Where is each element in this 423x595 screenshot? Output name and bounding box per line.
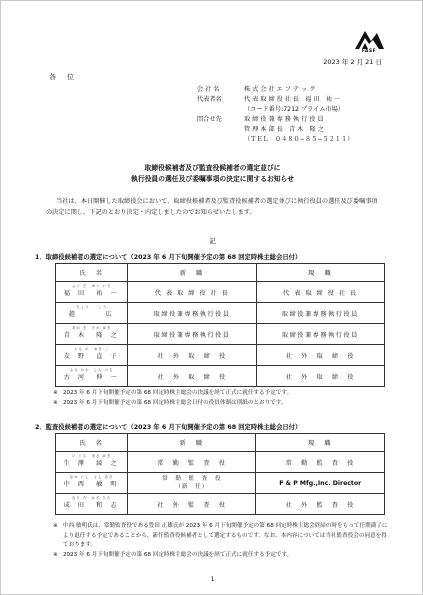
table-row	[56, 494, 385, 515]
company-info-label	[197, 105, 244, 115]
current-position-cell	[256, 345, 384, 366]
candidate-name-cell	[56, 494, 128, 515]
new-position-cell	[128, 473, 256, 494]
company-info	[197, 85, 353, 145]
header-current-position: 現 職	[256, 434, 385, 452]
company-info-row	[197, 105, 353, 115]
company-info-label: 問合せ先	[197, 116, 222, 123]
candidate-name-cell	[56, 324, 128, 345]
current-position-cell	[256, 494, 385, 515]
header-new-position: 新 職	[128, 434, 256, 452]
note-text: 2023 年 6 月下旬開催予定の第 68 回定時株主総会日付の役員体制は別紙のとおりです。	[63, 399, 287, 406]
header-name: 氏 名	[56, 264, 128, 282]
new-position-cell	[128, 282, 256, 303]
current-position: 社 外 取 締 役	[285, 352, 355, 360]
note-item	[53, 551, 388, 561]
company-info-label: 会 社 名	[197, 86, 220, 93]
body-paragraph: 当社は、本日開催した取締役会において、取締役候補者及び監査役候補者の選定並びに執行役員の選任及び委嘱事項の決定に関し、下記のとおり決定・内定しましたのでお知らせいたします。	[46, 198, 378, 216]
table-row	[56, 324, 385, 345]
new-position-cell	[128, 366, 256, 387]
candidate-name-cell	[56, 452, 128, 473]
company-info-row	[197, 95, 353, 105]
company-info-label: 代表者名	[197, 96, 222, 103]
current-position: 常 勤 監 査 役	[285, 459, 355, 467]
table-row	[56, 452, 385, 473]
new-position-cell	[128, 303, 256, 324]
company-info-row	[197, 135, 353, 145]
name-furigana: ふる かわ しん いち	[69, 368, 114, 372]
candidate-name: 生 澤 綾 之	[63, 459, 120, 467]
current-position: 取締役兼専務執行役員	[281, 331, 359, 339]
document-date: 2023 年 2 月 21 日	[323, 58, 382, 66]
new-position: 社 外 取 締 役	[157, 373, 227, 381]
company-info-value: （コード番号:7212 プライム市場）	[244, 106, 345, 113]
note-item	[53, 399, 388, 409]
title-line: 取締役候補者及び監査役候補者の選定並びに	[144, 164, 281, 172]
company-info-value: 管 理 本 部 長 青 木 隆 之	[244, 126, 324, 133]
new-position-cell	[128, 494, 256, 515]
note-text: 2023 年 6 月下旬開催予定の第 68 回定時株主総会の決議を経て正式に就任する予定です。	[63, 551, 293, 558]
company-info-value: 代 表 取 締 役 社 長 福 田 祐 一	[244, 96, 341, 103]
note-item	[53, 522, 388, 551]
new-position: 代 表 取 締 役 社 長	[154, 289, 230, 297]
company-info-label	[197, 135, 244, 145]
current-position-cell	[256, 324, 384, 345]
ki-marker: 記	[209, 237, 216, 245]
current-position-cell	[256, 452, 385, 473]
current-position: F & P Mfg.,Inc. Director	[279, 479, 362, 487]
section2-notes	[53, 522, 388, 560]
new-position: 常 勤 監 査 役	[157, 459, 227, 467]
new-position: 社 外 監 査 役	[157, 501, 227, 509]
current-position: 社 外 取 締 役	[285, 373, 355, 381]
name-furigana: ふく だ ゆう いち	[72, 284, 112, 288]
table-row	[56, 366, 385, 387]
company-info-row	[197, 85, 353, 95]
company-info-label	[197, 125, 244, 135]
company-info-value: 株 式 会 社 エ フ テ ッ ク	[244, 86, 316, 93]
new-position: 社 外 取 締 役	[157, 352, 227, 360]
new-position: 取締役兼専務執行役員	[153, 310, 231, 318]
page-number: 1	[210, 576, 215, 583]
section1-heading: 1．取締役候補者の選定について（2023 年 6 月下旬開催予定の第 68 回定時株主総会日付）	[35, 254, 302, 261]
note-text: 中西 敏明氏は、常勤監査役である豊田 正雄氏が 2023 年 6 月下旬開催予定の第 68 回定時株主総会終結の時をもって任期満了により退任する予定であることから、新任監査役候補者として選定するものです。なお、本内容については当社監査役会の同意を得ております。	[63, 523, 388, 548]
new-position: 常 勤 監 査 役	[162, 476, 222, 482]
current-position-cell	[256, 282, 384, 303]
candidate-name: 友 野 直 子	[63, 352, 120, 360]
company-info-value: 取 締 役 兼 専 務 執 行 役 員	[244, 116, 324, 123]
company-info-row	[197, 115, 353, 125]
note-mark: ※	[53, 390, 58, 396]
header-name: 氏 名	[56, 434, 128, 452]
header-current-position: 現 職	[256, 264, 384, 282]
name-furigana: とも の ゆき こ	[74, 347, 110, 351]
candidate-name-cell	[56, 345, 128, 366]
new-position-cell	[128, 324, 256, 345]
new-position-cell	[128, 345, 256, 366]
current-position: 取締役兼専務執行役員	[281, 310, 359, 318]
candidate-name-cell	[56, 282, 128, 303]
new-position-cell	[128, 452, 256, 473]
table-row	[56, 345, 385, 366]
current-position-cell	[256, 303, 384, 324]
note-mark: ※	[53, 551, 58, 558]
candidate-name: 福 田 祐 一	[63, 289, 120, 297]
candidate-name: 青 木 隆 之	[63, 331, 120, 339]
note-mark: ※	[53, 399, 58, 406]
new-position: 取締役兼専務執行役員	[153, 331, 231, 339]
current-position-cell	[256, 473, 385, 494]
name-furigana: ちょう こう	[76, 305, 108, 309]
new-position-note: （新 任）	[175, 484, 209, 490]
note-text: 2023 年 6 月下旬開催予定の第 68 回定時株主総会の決議を経て正式に就任する予定です。	[63, 390, 293, 396]
document-title	[1, 163, 423, 184]
logo-text: FASF	[361, 49, 377, 54]
candidate-name-cell	[56, 366, 128, 387]
company-info-value: （ＴＥＬ ０４８０−８５−５２１１）	[244, 136, 354, 143]
candidate-name: 趙 広	[68, 310, 115, 318]
auditor-candidates-table	[55, 433, 385, 515]
current-position: 社 外 監 査 役	[285, 501, 355, 509]
current-position: 代 表 取 締 役 社 長	[283, 289, 358, 297]
header-new-position: 新 職	[128, 264, 256, 282]
candidate-name-cell	[56, 303, 128, 324]
note-mark: ※	[53, 523, 58, 529]
director-candidates-table	[55, 263, 385, 387]
candidate-name: 成 田 和 志	[63, 501, 120, 509]
name-furigana: なり た かず ひろ	[71, 496, 112, 500]
note-item	[53, 389, 388, 399]
name-furigana: なか にし よし あき	[69, 475, 114, 479]
company-info-row	[197, 125, 353, 135]
name-furigana: い ぐち まさ ゆき	[71, 454, 112, 458]
recipient: 各 位	[49, 73, 76, 81]
table-row	[56, 473, 385, 494]
current-position-cell	[256, 366, 384, 387]
candidate-name-cell	[56, 473, 128, 494]
name-furigana: あお き たか ゆき	[72, 326, 112, 330]
section2-heading: 2．監査役候補者の選定について（2023 年 6 月下旬開催予定の第 68 回定時株主総会日付）	[35, 424, 302, 431]
section1-notes	[53, 389, 388, 408]
candidate-name: 中 西 敏 明	[63, 480, 120, 488]
title-line: 執行役員の選任及び委嘱事項の決定に関するお知らせ	[131, 174, 294, 183]
table-row	[56, 303, 385, 324]
candidate-name: 古 河 伸 一	[63, 373, 120, 381]
table-row	[56, 282, 385, 303]
